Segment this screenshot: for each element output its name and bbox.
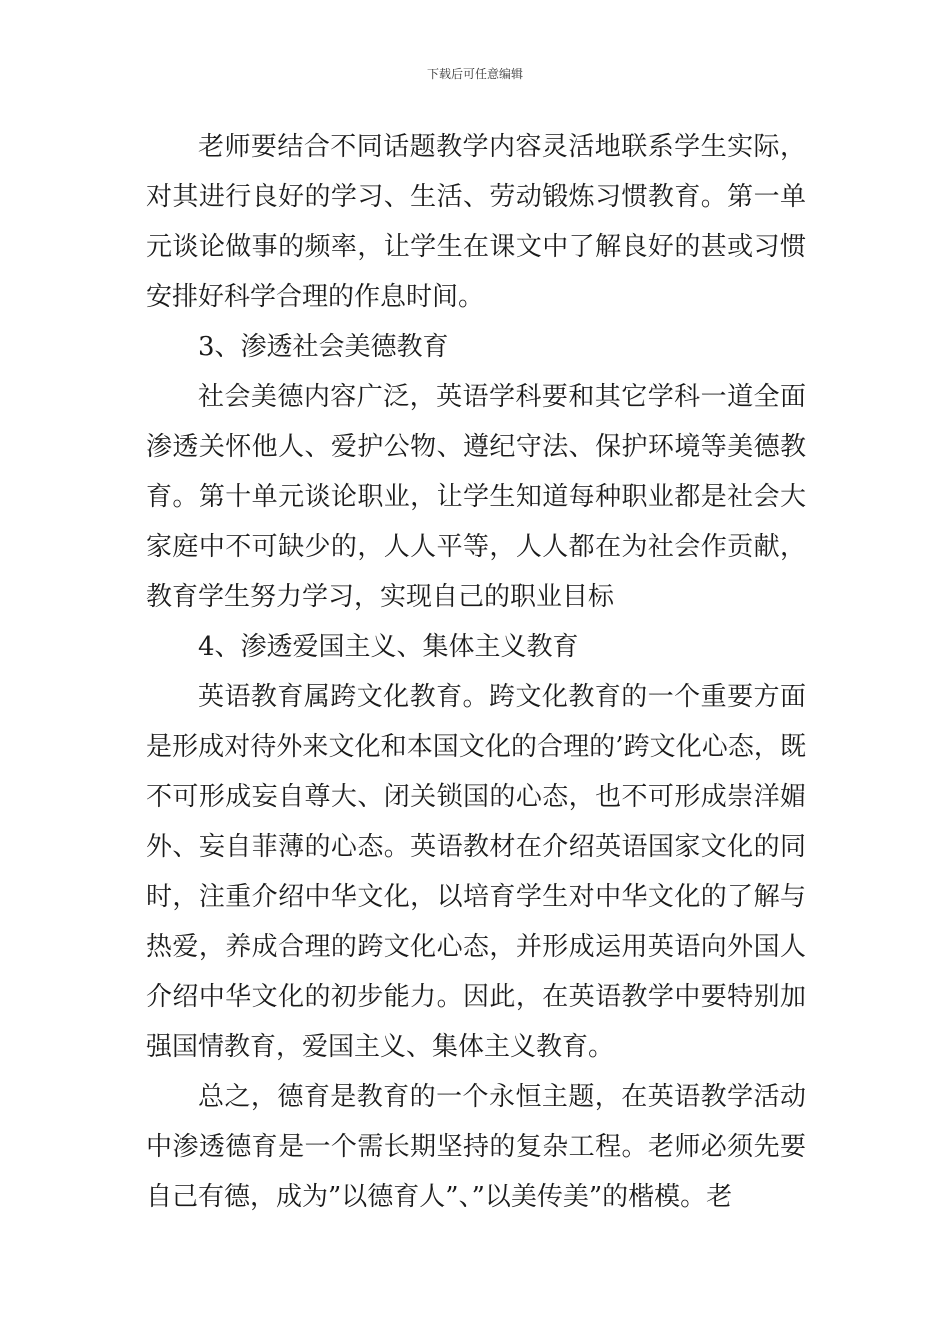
- paragraph-patriotism: 英语教育属跨文化教育。跨文化教育的一个重要方面是形成对待外来文化和本国文化的合理的’跨文化心态，既不可形成妄自尊大、闭关锁国的心态，也不可形成崇洋媚外、妄自菲薄的心态。英语教材在介绍英语国家文化的同时，注重介绍中华文化，以培育学生对中华文化的了解与热爱，养成合理的跨文化心态，并形成运用英语向外国人介绍中华文化的初步能力。因此，在英语教学中要特别加强国情教育，爱国主义、集体主义教育。: [146, 682, 806, 1062]
- section-heading-4: 4、渗透爱国主义、集体主义教育: [198, 632, 579, 662]
- paragraph-conclusion: 总之，德育是教育的一个永恒主题，在英语教学活动中渗透德育是一个需长期坚持的复杂工程。老师必须先要自己有德，成为”以德育人”、”以美传美”的楷模。老: [146, 1082, 806, 1212]
- section-heading-3: 3、渗透社会美德教育: [198, 332, 449, 362]
- page-header: 下载后可任意编辑: [426, 67, 523, 81]
- paragraph-social-virtue: 社会美德内容广泛，英语学科要和其它学科一道全面渗透关怀他人、爱护公物、遵纪守法、保护环境等美德教育。第十单元谈论职业，让学生知道每种职业都是社会大家庭中不可缺少的，人人平等，人人都在为社会作贡献，教育学生努力学习，实现自己的职业目标: [146, 382, 806, 612]
- document-body: [146, 122, 806, 1222]
- paragraph-habits: 老师要结合不同话题教学内容灵活地联系学生实际，对其进行良好的学习、生活、劳动锻炼习惯教育。第一单元谈论做事的频率，让学生在课文中了解良好的甚或习惯安排好科学合理的作息时间。: [146, 132, 806, 312]
